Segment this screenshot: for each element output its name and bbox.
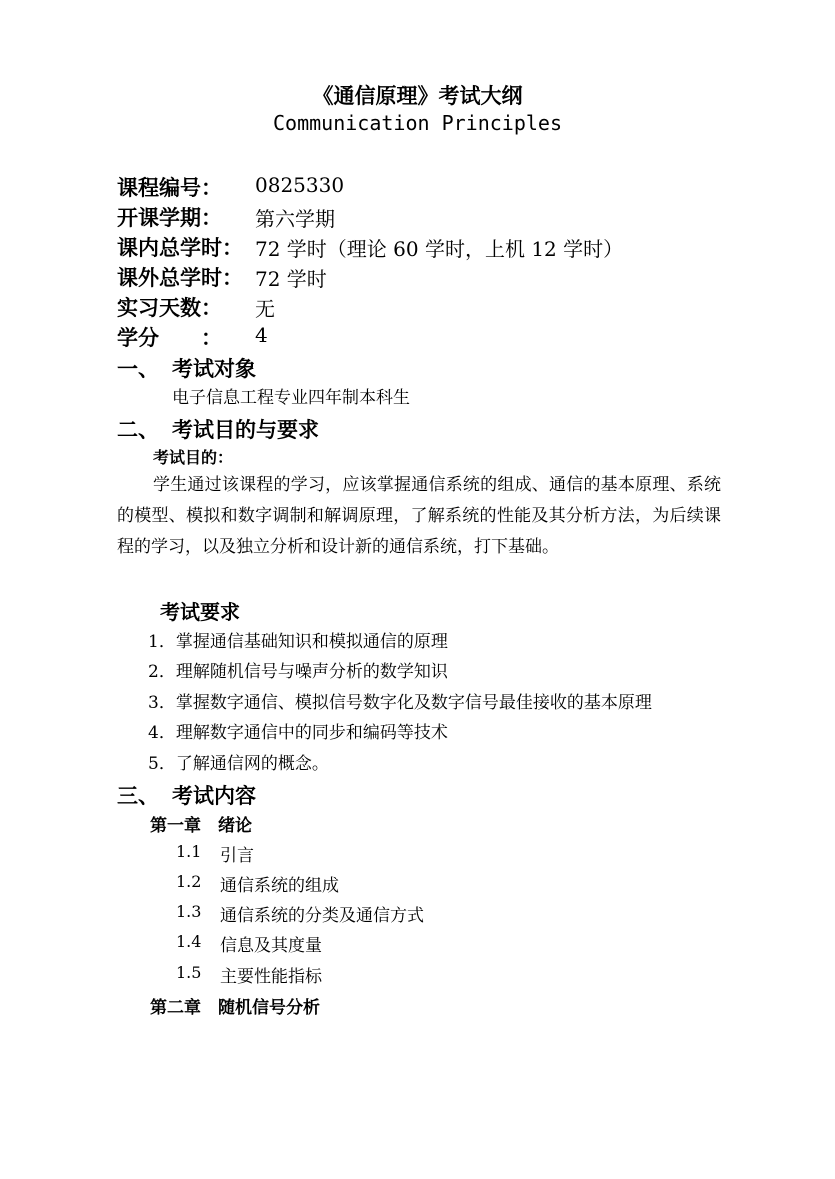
page-subtitle: Communication Principles xyxy=(273,111,562,135)
subsection-title: 主要性能指标 xyxy=(220,967,322,987)
info-value: 无 xyxy=(255,297,275,321)
list-item: 5．了解通信网的概念。 xyxy=(148,754,329,774)
info-value: 第六学期 xyxy=(255,207,335,231)
info-label: 课程编号： xyxy=(117,175,222,200)
info-label: 实习天数： xyxy=(117,295,222,320)
subsection-title: 引言 xyxy=(220,846,254,866)
info-value: 4 xyxy=(255,323,268,347)
section-title: 考试内容 xyxy=(172,783,256,808)
subsection-number: 1.1 xyxy=(176,842,202,861)
info-value: 72 学时 xyxy=(255,267,327,291)
section-number: 二、 xyxy=(117,417,159,442)
section-number: 一、 xyxy=(117,356,159,381)
purpose-paragraph: 学生通过该课程的学习，应该掌握通信系统的组成、通信的基本原理、系统的模型、模拟和数字调制和解调原理，了解系统的性能及其分析方法，为后续课程的学习，以及独立分析和设计新的通信系统，打下基础。 xyxy=(117,475,721,557)
section-title: 考试对象 xyxy=(172,356,256,381)
requirements-title: 考试要求 xyxy=(160,600,240,624)
subsection-title: 信息及其度量 xyxy=(220,936,322,956)
section-title: 考试目的与要求 xyxy=(172,417,319,442)
info-value: 72 学时（理论 60 学时，上机 12 学时） xyxy=(255,237,624,261)
info-label: 课内总学时： xyxy=(117,235,243,260)
page-title: 《通信原理》考试大纲 xyxy=(312,83,523,108)
purpose-label: 考试目的： xyxy=(153,448,234,467)
info-label: 课外总学时： xyxy=(117,265,243,290)
list-item: 2．理解随机信号与噪声分析的数学知识 xyxy=(148,662,448,682)
subsection-number: 1.3 xyxy=(176,902,202,921)
subsection-title: 通信系统的分类及通信方式 xyxy=(220,906,424,926)
subsection-title: 通信系统的组成 xyxy=(220,876,339,896)
chapter-heading: 第二章 随机信号分析 xyxy=(150,998,320,1018)
info-value: 0825330 xyxy=(255,173,345,197)
info-label: 开课学期： xyxy=(117,205,222,230)
list-item: 1．掌握通信基础知识和模拟通信的原理 xyxy=(148,632,448,652)
list-item: 4．理解数字通信中的同步和编码等技术 xyxy=(148,723,448,743)
list-item: 3．掌握数字通信、模拟信号数字化及数字信号最佳接收的基本原理 xyxy=(148,693,652,713)
info-label: 学分 ： xyxy=(117,325,222,350)
section-number: 三、 xyxy=(117,783,159,808)
exam-target-text: 电子信息工程专业四年制本科生 xyxy=(172,388,410,408)
subsection-number: 1.4 xyxy=(176,932,202,951)
chapter-heading: 第一章 绪论 xyxy=(150,816,252,836)
subsection-number: 1.2 xyxy=(176,872,202,891)
subsection-number: 1.5 xyxy=(176,963,202,982)
